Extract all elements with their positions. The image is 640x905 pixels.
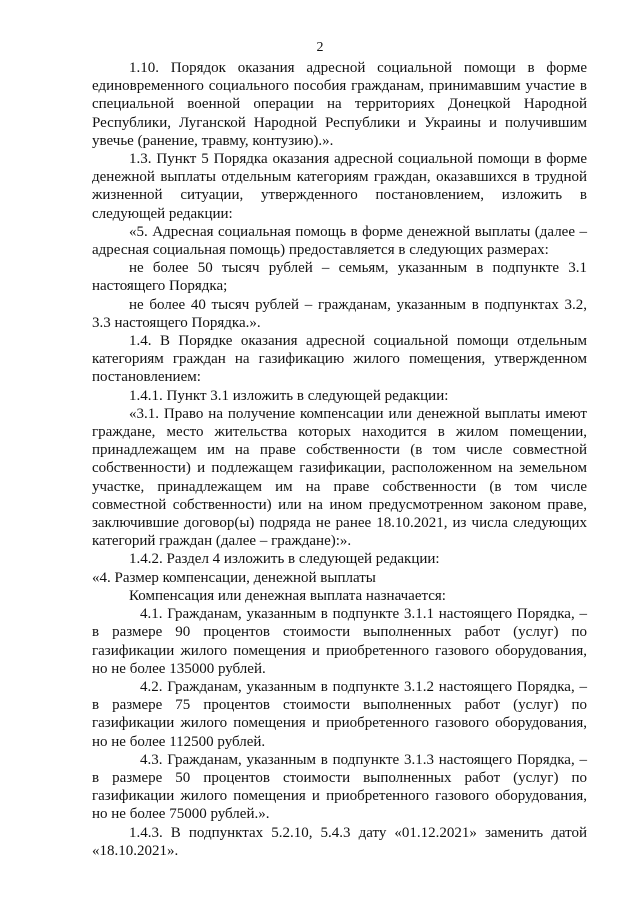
paragraph-4-3: 4.3. Гражданам, указанным в подпункте 3.1.3 настоящего Порядка, – в размере 50 процентов стоимости выполненных работ (услуг) по газификации жилого помещения и приобретенного газового оборудования, но не более 75000 рублей.».	[92, 751, 587, 823]
section-4-heading: «4. Размер компенсации, денежной выплаты	[92, 569, 376, 586]
paragraph-4-1: 4.1. Гражданам, указанным в подпункте 3.1.1 настоящего Порядка, – в размере 90 процентов стоимости выполненных работ (услуг) по газификации жилого помещения и приобретенного газового оборудования, но не более 135000 рублей.	[92, 606, 587, 677]
paragraph-1-4-2: 1.4.2. Раздел 4 изложить в следующей редакции:	[129, 551, 440, 568]
paragraph-1-4-3: 1.4.3. В подпунктах 5.2.10, 5.4.3 дату «01.12.2021» заменить датой «18.10.2021».	[92, 824, 587, 859]
paragraph-3-1: «3.1. Право на получение компенсации или денежной выплаты имеют граждане, место жительства которых находится в жилом помещении, принадлежащем им на праве собственности (в том числе совместной собственности) и подлежащем газификации, расположенном на земельном участке, принадлежащем им на праве собственности (в том числе совместной собственности) или на ином предусмотренном законом праве, заключившие договор(ы) подряда не ранее 18.10.2021, из числа следующих категорий граждан (далее – граждане):».	[92, 405, 587, 550]
paragraph-5-families: не более 50 тысяч рублей – семьям, указанным в подпункте 3.1 настоящего Порядка;	[92, 260, 587, 295]
document-body	[92, 59, 587, 860]
paragraph-compensation-intro: Компенсация или денежная выплата назначается:	[129, 587, 446, 604]
paragraph-1-3: 1.3. Пункт 5 Порядка оказания адресной социальной помощи в форме денежной выплаты отдельным категориям граждан, оказавшихся в трудной жизненной ситуации, утвержденного постановлением, изложить в следующей редакции:	[92, 151, 587, 222]
paragraph-1-4-1: 1.4.1. Пункт 3.1 изложить в следующей редакции:	[129, 387, 449, 404]
paragraph-1-10: 1.10. Порядок оказания адресной социальной помощи в форме единовременного социального пособия гражданам, принимавшим участие в специальной военной операции на территориях Донецкой Народной Республики, Луганской Народной Республики и Украины и получившим увечье (ранение, травму, контузию).».	[92, 60, 587, 149]
paragraph-5-citizens: не более 40 тысяч рублей – гражданам, указанным в подпунктах 3.2, 3.3 настоящего Порядка.».	[92, 296, 587, 331]
paragraph-1-4: 1.4. В Порядке оказания адресной социальной помощи отдельным категориям граждан на газификацию жилого помещения, утвержденном постановлением:	[92, 333, 587, 386]
paragraph-5-intro: «5. Адресная социальная помощь в форме денежной выплаты (далее – адресная социальная помощь) предоставляется в следующих размерах:	[92, 223, 587, 259]
page-number: 2	[316, 40, 324, 55]
paragraph-4-2: 4.2. Гражданам, указанным в подпункте 3.1.2 настоящего Порядка, – в размере 75 процентов стоимости выполненных работ (услуг) по газификации жилого помещения и приобретенного газового оборудования, но не более 112500 рублей.	[92, 678, 587, 750]
